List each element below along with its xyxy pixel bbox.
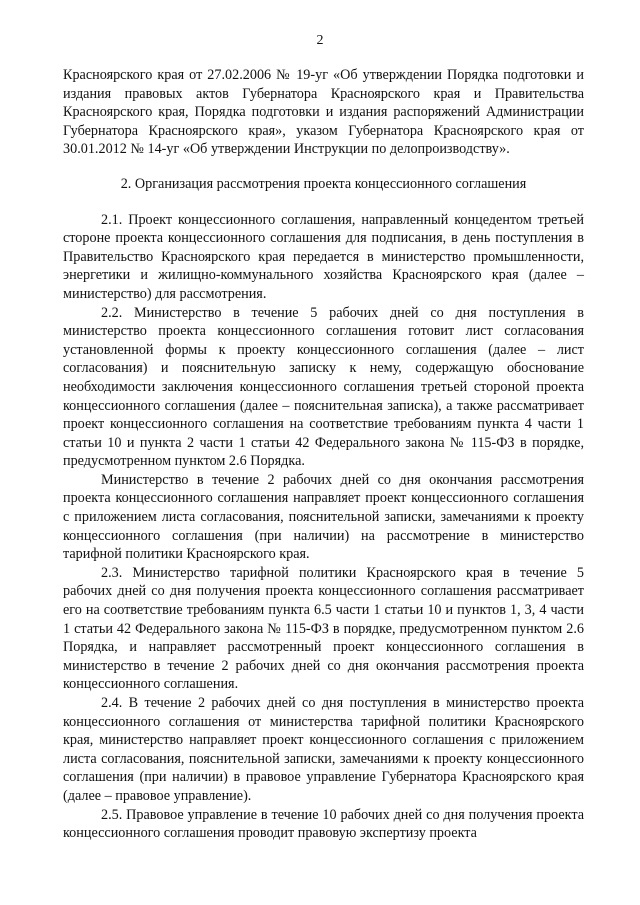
paragraph-2-2-continued: Министерство в течение 2 рабочих дней со дня окончания рассмотрения проекта концессионного соглашения направляет проект концессионного соглашения с приложением листа согласования, пояснительной записки, замечаниями к проекту концессионного соглашения (при наличии) на рассмотрение в министерство тарифной политики Красноярского края.: [63, 471, 584, 563]
document-body: [63, 66, 584, 843]
page-number: 2: [316, 33, 324, 48]
paragraph-2-5: 2.5. Правовое управление в течение 10 рабочих дней со дня получения проекта концессионного соглашения проводит правовую экспертизу проекта: [63, 806, 584, 842]
paragraph-intro-continuation: Красноярского края от 27.02.2006 № 19-уг «Об утверждении Порядка подготовки и издания правовых актов Губернатора Красноярского края и Правительства Красноярского края, Порядка подготовки и издания распоряжений Администрации Губернатора Красноярского края», указом Губернатора Красноярского края от 30.01.2012 № 14-уг «Об утверждении Инструкции по делопроизводству».: [63, 67, 584, 158]
paragraph-2-2: 2.2. Министерство в течение 5 рабочих дней со дня поступления в министерство проекта концессионного соглашения готовит лист согласования установленной формы к проекту концессионного соглашения (далее – лист согласования) и пояснительную записку к нему, содержащую обоснование необходимости заключения концессионного соглашения третьей стороной проекта концессионного соглашения (далее – пояснительная записка), а также рассматривает проект концессионного соглашения на соответствие требованиям пункта 4 части 1 статьи 10 и пункта 2 части 1 статьи 42 Федерального закона № 115-ФЗ в порядке, предусмотренном пунктом 2.6 Порядка.: [63, 304, 584, 470]
paragraph-2-4: 2.4. В течение 2 рабочих дней со дня поступления в министерство проекта концессионного соглашения от министерства тарифной политики Красноярского края, министерство направляет проект концессионного соглашения с приложением листа согласования, пояснительной записки, замечаниями к проекту концессионного соглашения (при наличии) в правовое управление Губернатора Красноярского края (далее – правовое управление).: [63, 695, 584, 804]
paragraph-2-1: 2.1. Проект концессионного соглашения, направленный концедентом третьей стороне проекта концессионного соглашения для подписания, в день поступления в Правительство Красноярского края передается в министерство промышленности, энергетики и жилищно-коммунального хозяйства Красноярского края (далее – министерство) для рассмотрения.: [63, 211, 584, 302]
section-heading: 2. Организация рассмотрения проекта концессионного соглашения: [120, 175, 527, 192]
paragraph-2-3: 2.3. Министерство тарифной политики Красноярского края в течение 5 рабочих дней со дня получения проекта концессионного соглашения рассматривает его на соответствие требованиям пункта 6.5 части 1 статьи 10 и пунктов 1, 3, 4 части 1 статьи 42 Федерального закона № 115-ФЗ в порядке, предусмотренном пунктом 2.6 Порядка, и направляет рассмотренный проект концессионного соглашения в министерство в течение 2 рабочих дней со дня окончания рассмотрения проекта концессионного соглашения.: [63, 564, 584, 693]
